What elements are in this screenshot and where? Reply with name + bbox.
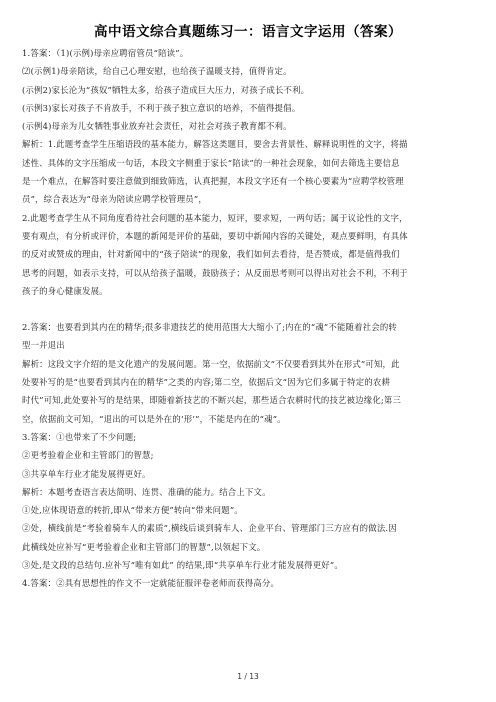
text-line: 孩子的身心健康发展。: [22, 285, 108, 296]
text-line: 要有观点，有分析或评价，本题的新闻是评价的基础，要切中新闻内容的关键处，观点要鲜明，有具体: [22, 230, 408, 241]
text-line: 1.答案：（1)(示例)母亲应聘宿管员“陪读”。: [22, 48, 189, 58]
text-line: 员”，综合表达为“母亲为陪读应聘学校管理员”，: [22, 194, 207, 205]
text-line: 解析：1.此题考查学生压缩语段的基本能力，解答这类题目，要舍去背景性、解释说明性的文字，将描: [22, 139, 408, 150]
text-line: 的反对或赞成的理由，针对新闻中的“孩子陪读”的现象，我们如何去看待，是否赞成，都是值得我们: [22, 249, 400, 260]
text-line: 思考的问题，如表示支持，可以从给孩子温暖，鼓励孩子；从反面思考则可以得出对社会不利，不利于: [22, 267, 408, 278]
blank-line: [22, 300, 477, 318]
text-line: ②更考验着企业和主管部门的智慧;: [22, 450, 154, 461]
page-number: 1 / 13: [237, 672, 259, 681]
text-line: 述性、具体的文字压缩成一句话，本段文字侧重于家长“陪读”的一种社会现象，如何去筛选主要信息: [22, 157, 400, 168]
text-line: ③处,是文段的总结句.应补写“唯有如此” 的结果,即“共享单车行业才能发展得更好”。: [22, 560, 343, 571]
text-line: 2.此题考查学生从不同角度看待社会问题的基本能力，短评，要求短，一两句话；属于议论性的文字，: [22, 212, 408, 223]
text-line: 时代”可知,此处要补写的是结果，即随着新技艺的不断兴起，那些适合农耕时代的技艺被边缘化;第三: [22, 395, 402, 406]
text-line: ②处，横线前是“考验着骑车人的素质”,横线后谈到骑车人、企业平台、管理部门三方应有的做法.因: [22, 523, 397, 534]
text-line: 此横线处应补写“更考验着企业和主管部门的智慧”,以领起下文。: [22, 541, 266, 552]
text-line: ③共享单车行业才能发展得更好。: [22, 468, 151, 479]
text-line: 3.答案：①也带来了不少问题;: [22, 431, 137, 442]
text-line: 空，依据前文可知，“退出的可以是外在的‘形’”，不能是内在的“魂”。: [22, 413, 286, 424]
text-line: ①处,应体现语意的转折,即从“带来方便”转向“带来问题”。: [22, 505, 243, 516]
text-line: ⑵(示例1)母亲陪读，给自己心理安慰，也给孩子温暖支持，值得肯定。: [22, 66, 292, 77]
text-line: 是一个难点，在解答时要注意做到细致筛选，认真把握，本段文字还有一个核心要素为“应聘学校管理: [22, 176, 404, 187]
text-line: 4.答案：②具有思想性的作文不一定就能征服评卷老师而获得高分。: [22, 578, 280, 589]
text-line: 型一并退出: [22, 340, 65, 351]
text-line: (示例2)家长沦为“孩奴”牺牲太多，给孩子造成巨大压力，对孩子成长不利。: [22, 84, 310, 95]
text-line: (示例4)母亲为儿女牺牲事业放弃社会责任，对社会对孩子教育都不利。: [22, 121, 292, 132]
text-line: 解析：本题考查语言表达简明、连贯、准确的能力。结合上下文。: [22, 486, 271, 497]
answer-content: [22, 44, 477, 593]
text-line: (示例3)家长对孩子不肯放手，不利于孩子独立意识的培养，不值得提倡。: [22, 102, 301, 113]
page-title: 高中语文综合真题练习一：语言文字运用（答案）: [94, 24, 402, 40]
text-line: 解析：这段文字介绍的是文化遗产的发展问题。第一空，依据前文“不仅要看到其外在形式”可知，此: [22, 358, 400, 369]
text-line: 处要补写的是“也要看到其内在的精华”之类的内容;第二空，依据后文“因为它们多属于特定的农耕: [22, 377, 391, 388]
text-line: 2.答案：也要看到其内在的精华;很多非遗技艺的使用范围大大缩小了;内在的“魂”不能随着社会的转: [22, 322, 397, 333]
